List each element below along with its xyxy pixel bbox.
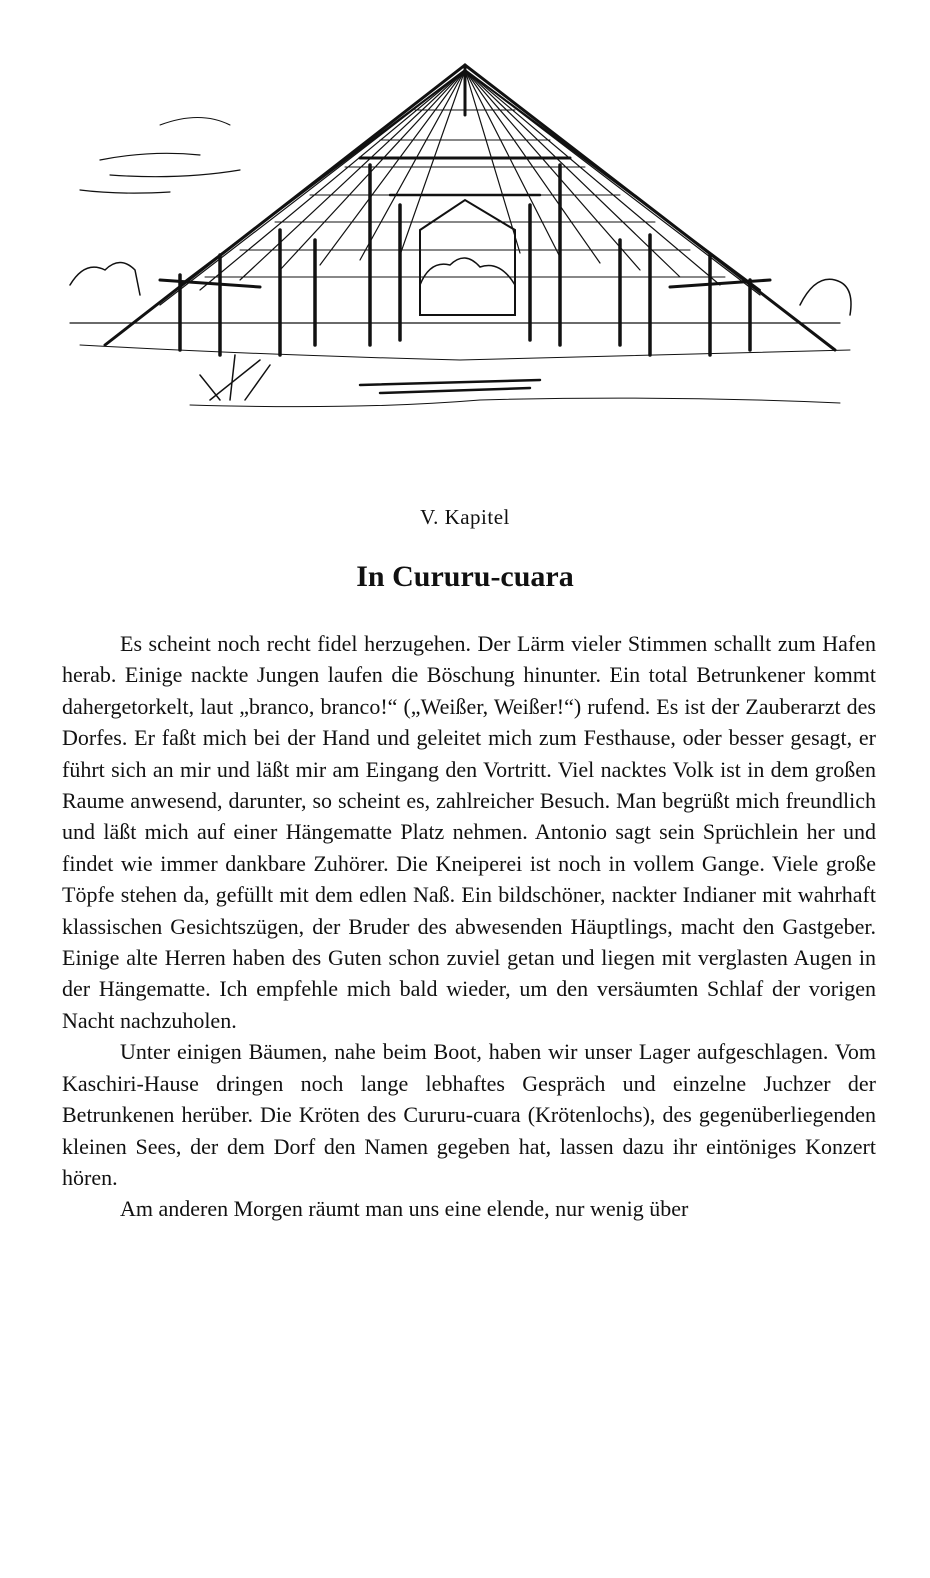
bush-left (70, 263, 140, 296)
roof-outline (105, 65, 835, 350)
paragraph-2: Unter einigen Bäumen, nahe beim Boot, haben wir unser Lager aufgeschlagen. Vom Kaschiri-Hause dringen noch lange lebhaftes Gespräch und einzelne Juchzer der Betrunkenen herüber. Die Kröten des Cururu-cuara (Krötenlochs), des gegenüberliegenden kleinen Sees, der dem Dorf den Namen gegeben hat, lassen dazu ihr eintöniges Konzert hören. (62, 1039, 876, 1190)
hut-frame-illustration (60, 55, 860, 425)
gable-opening (420, 200, 515, 315)
logs (360, 380, 540, 393)
support-posts (180, 165, 750, 355)
body-text (62, 628, 876, 1225)
bush-right (800, 279, 851, 315)
roof-rafters (160, 70, 760, 305)
trees-background (420, 258, 515, 285)
chapter-title: In Cururu-cuara (356, 560, 574, 593)
chapter-label: V. Kapitel (420, 505, 510, 529)
roof-battens (205, 110, 725, 277)
paragraph-3: Am anderen Morgen räumt man uns eine elende, nur wenig über (120, 1196, 689, 1222)
grass-tuft (200, 355, 270, 400)
cloud-lines (80, 153, 240, 193)
paragraph-1: Es scheint noch recht fidel herzugehen. Der Lärm vieler Stimmen schallt zum Hafen herab. Einige nackte Jungen laufen die Böschung hinunter. Ein total Betrunkener kommt dahergetorkelt, laut „branco, branco!“ („Weißer, Weißer!“) rufend. Es ist der Zauberarzt des Dorfes. Er faßt mich bei der Hand und geleitet mich zum Festhause, oder besser gesagt, er führt sich an mir und läßt mir am Eingang den Vortritt. Viel nacktes Volk ist in dem großen Raume anwesend, darunter, so scheint es, zahlreicher Besuch. Man begrüßt mich freundlich und läßt mich auf einer Hängematte Platz nehmen. Antonio sagt sein Sprüchlein her und findet wie immer dankbare Zuhörer. Die Kneiperei ist noch in vollem Gange. Viele große Töpfe stehen da, gefüllt mit dem edlen Naß. Ein bildschöner, nackter Indianer mit wahrhaft klassischen Gesichtszügen, der Bruder des abwesenden Häuptlings, macht den Gastgeber. Einige alte Herren haben des Guten schon zuviel getan und liegen mit verglasten Augen in der Hängematte. Ich empfehle mich bald wieder, um den versäumten Schlaf der vorigen Nacht nachzuholen. (62, 631, 876, 1033)
